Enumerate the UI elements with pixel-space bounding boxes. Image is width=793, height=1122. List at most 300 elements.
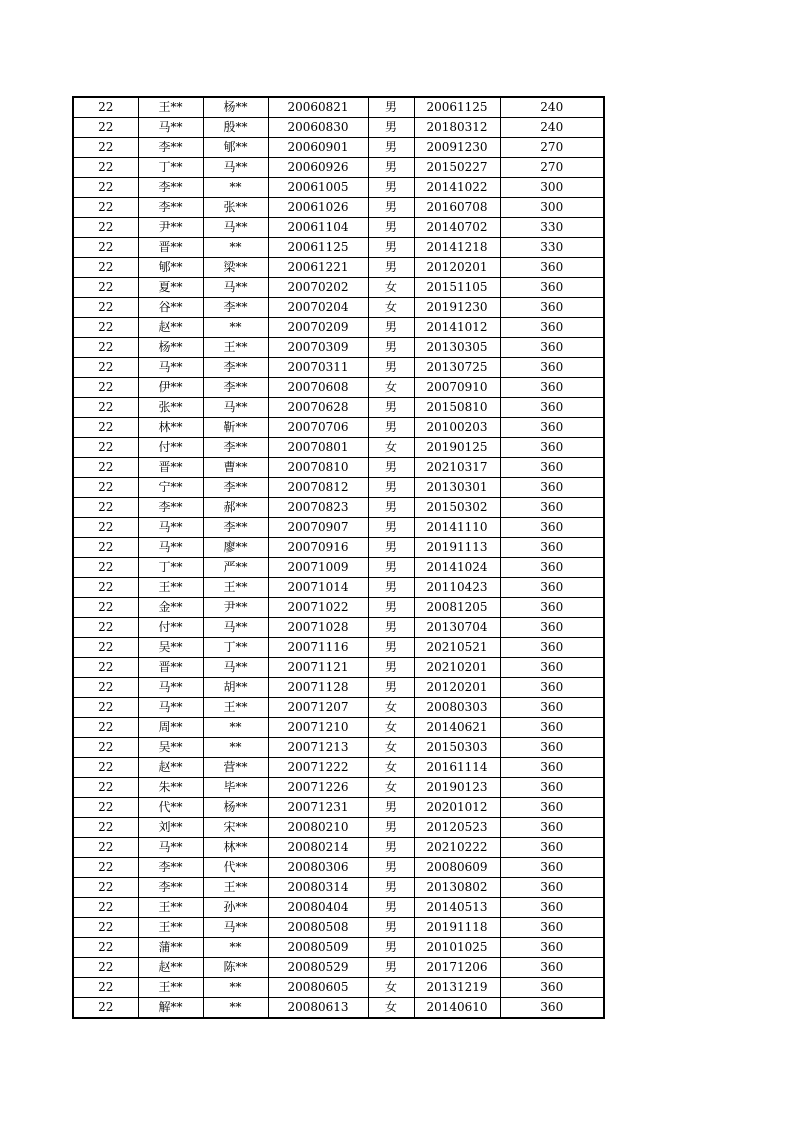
date-cell: 20070202 bbox=[268, 278, 368, 298]
date-cell: 20071128 bbox=[268, 678, 368, 698]
gender-cell: 男 bbox=[368, 518, 414, 538]
gender-cell: 女 bbox=[368, 438, 414, 458]
spouse-name-cell: ** bbox=[203, 938, 268, 958]
end-date-cell: 20150302 bbox=[414, 498, 500, 518]
end-date-cell: 20061125 bbox=[414, 97, 500, 118]
spouse-name-cell: 马** bbox=[203, 158, 268, 178]
group-cell: 22 bbox=[73, 478, 138, 498]
date-cell: 20080210 bbox=[268, 818, 368, 838]
name-cell: 马** bbox=[138, 678, 203, 698]
group-cell: 22 bbox=[73, 818, 138, 838]
end-date-cell: 20141110 bbox=[414, 518, 500, 538]
name-cell: 朱** bbox=[138, 778, 203, 798]
date-cell: 20061026 bbox=[268, 198, 368, 218]
amount-cell: 360 bbox=[500, 958, 604, 978]
name-cell: 马** bbox=[138, 838, 203, 858]
amount-cell: 360 bbox=[500, 638, 604, 658]
group-cell: 22 bbox=[73, 558, 138, 578]
amount-cell: 360 bbox=[500, 658, 604, 678]
date-cell: 20061104 bbox=[268, 218, 368, 238]
spouse-name-cell: 殷** bbox=[203, 118, 268, 138]
date-cell: 20061221 bbox=[268, 258, 368, 278]
name-cell: 马** bbox=[138, 358, 203, 378]
end-date-cell: 20210317 bbox=[414, 458, 500, 478]
gender-cell: 男 bbox=[368, 97, 414, 118]
group-cell: 22 bbox=[73, 278, 138, 298]
spouse-name-cell: 马** bbox=[203, 218, 268, 238]
table-row bbox=[73, 838, 604, 858]
group-cell: 22 bbox=[73, 598, 138, 618]
amount-cell: 360 bbox=[500, 898, 604, 918]
table-row bbox=[73, 798, 604, 818]
name-cell: 宁** bbox=[138, 478, 203, 498]
date-cell: 20071022 bbox=[268, 598, 368, 618]
group-cell: 22 bbox=[73, 698, 138, 718]
gender-cell: 女 bbox=[368, 778, 414, 798]
table-row bbox=[73, 478, 604, 498]
group-cell: 22 bbox=[73, 778, 138, 798]
spouse-name-cell: 李** bbox=[203, 518, 268, 538]
table-row bbox=[73, 518, 604, 538]
name-cell: 尹** bbox=[138, 218, 203, 238]
amount-cell: 360 bbox=[500, 538, 604, 558]
end-date-cell: 20120201 bbox=[414, 258, 500, 278]
spouse-name-cell: 张** bbox=[203, 198, 268, 218]
spouse-name-cell: 李** bbox=[203, 478, 268, 498]
group-cell: 22 bbox=[73, 858, 138, 878]
name-cell: 晋** bbox=[138, 238, 203, 258]
amount-cell: 330 bbox=[500, 238, 604, 258]
table-row bbox=[73, 578, 604, 598]
amount-cell: 360 bbox=[500, 278, 604, 298]
table-row bbox=[73, 678, 604, 698]
spouse-name-cell: 马** bbox=[203, 398, 268, 418]
spouse-name-cell: 陈** bbox=[203, 958, 268, 978]
gender-cell: 男 bbox=[368, 898, 414, 918]
name-cell: 代** bbox=[138, 798, 203, 818]
name-cell: 吴** bbox=[138, 738, 203, 758]
table-row bbox=[73, 158, 604, 178]
end-date-cell: 20151105 bbox=[414, 278, 500, 298]
table-row bbox=[73, 458, 604, 478]
name-cell: 王** bbox=[138, 97, 203, 118]
spouse-name-cell: 宋** bbox=[203, 818, 268, 838]
name-cell: 马** bbox=[138, 698, 203, 718]
spouse-name-cell: 马** bbox=[203, 618, 268, 638]
name-cell: 金** bbox=[138, 598, 203, 618]
date-cell: 20080613 bbox=[268, 998, 368, 1019]
spouse-name-cell: 郝** bbox=[203, 498, 268, 518]
name-cell: 马** bbox=[138, 118, 203, 138]
table-row bbox=[73, 118, 604, 138]
name-cell: 杨** bbox=[138, 338, 203, 358]
date-cell: 20070706 bbox=[268, 418, 368, 438]
date-cell: 20060830 bbox=[268, 118, 368, 138]
amount-cell: 360 bbox=[500, 618, 604, 638]
table-row bbox=[73, 178, 604, 198]
amount-cell: 300 bbox=[500, 198, 604, 218]
gender-cell: 女 bbox=[368, 698, 414, 718]
spouse-name-cell: 营** bbox=[203, 758, 268, 778]
date-cell: 20071009 bbox=[268, 558, 368, 578]
end-date-cell: 20130725 bbox=[414, 358, 500, 378]
table-row bbox=[73, 898, 604, 918]
end-date-cell: 20070910 bbox=[414, 378, 500, 398]
name-cell: 晋** bbox=[138, 458, 203, 478]
date-cell: 20071210 bbox=[268, 718, 368, 738]
end-date-cell: 20110423 bbox=[414, 578, 500, 598]
gender-cell: 女 bbox=[368, 298, 414, 318]
end-date-cell: 20130301 bbox=[414, 478, 500, 498]
gender-cell: 男 bbox=[368, 878, 414, 898]
table-body bbox=[73, 97, 604, 1018]
name-cell: 李** bbox=[138, 138, 203, 158]
gender-cell: 男 bbox=[368, 358, 414, 378]
spouse-name-cell: 郇** bbox=[203, 138, 268, 158]
group-cell: 22 bbox=[73, 378, 138, 398]
end-date-cell: 20140610 bbox=[414, 998, 500, 1019]
gender-cell: 男 bbox=[368, 578, 414, 598]
group-cell: 22 bbox=[73, 938, 138, 958]
name-cell: 李** bbox=[138, 858, 203, 878]
gender-cell: 男 bbox=[368, 638, 414, 658]
name-cell: 李** bbox=[138, 498, 203, 518]
amount-cell: 270 bbox=[500, 138, 604, 158]
date-cell: 20061125 bbox=[268, 238, 368, 258]
name-cell: 郇** bbox=[138, 258, 203, 278]
group-cell: 22 bbox=[73, 658, 138, 678]
amount-cell: 270 bbox=[500, 158, 604, 178]
spouse-name-cell: 梁** bbox=[203, 258, 268, 278]
amount-cell: 360 bbox=[500, 838, 604, 858]
amount-cell: 360 bbox=[500, 478, 604, 498]
spouse-name-cell: 马** bbox=[203, 278, 268, 298]
gender-cell: 男 bbox=[368, 798, 414, 818]
table-row bbox=[73, 818, 604, 838]
date-cell: 20071207 bbox=[268, 698, 368, 718]
spouse-name-cell: 李** bbox=[203, 358, 268, 378]
amount-cell: 360 bbox=[500, 438, 604, 458]
date-cell: 20070916 bbox=[268, 538, 368, 558]
gender-cell: 男 bbox=[368, 118, 414, 138]
group-cell: 22 bbox=[73, 298, 138, 318]
gender-cell: 男 bbox=[368, 558, 414, 578]
spouse-name-cell: 毕** bbox=[203, 778, 268, 798]
amount-cell: 360 bbox=[500, 938, 604, 958]
name-cell: 周** bbox=[138, 718, 203, 738]
date-cell: 20080509 bbox=[268, 938, 368, 958]
spouse-name-cell: ** bbox=[203, 718, 268, 738]
table-row bbox=[73, 138, 604, 158]
table-row bbox=[73, 918, 604, 938]
table-row bbox=[73, 498, 604, 518]
date-cell: 20070810 bbox=[268, 458, 368, 478]
group-cell: 22 bbox=[73, 238, 138, 258]
table-row bbox=[73, 198, 604, 218]
name-cell: 李** bbox=[138, 878, 203, 898]
table-row bbox=[73, 958, 604, 978]
spouse-name-cell: ** bbox=[203, 998, 268, 1019]
end-date-cell: 20081205 bbox=[414, 598, 500, 618]
amount-cell: 240 bbox=[500, 97, 604, 118]
gender-cell: 男 bbox=[368, 238, 414, 258]
date-cell: 20070628 bbox=[268, 398, 368, 418]
gender-cell: 女 bbox=[368, 758, 414, 778]
amount-cell: 360 bbox=[500, 718, 604, 738]
group-cell: 22 bbox=[73, 918, 138, 938]
table-row bbox=[73, 378, 604, 398]
date-cell: 20080404 bbox=[268, 898, 368, 918]
end-date-cell: 20091230 bbox=[414, 138, 500, 158]
spouse-name-cell: ** bbox=[203, 738, 268, 758]
name-cell: 林** bbox=[138, 418, 203, 438]
spouse-name-cell: 丁** bbox=[203, 638, 268, 658]
gender-cell: 女 bbox=[368, 278, 414, 298]
date-cell: 20071028 bbox=[268, 618, 368, 638]
table-row bbox=[73, 558, 604, 578]
table-row bbox=[73, 938, 604, 958]
name-cell: 李** bbox=[138, 198, 203, 218]
date-cell: 20071121 bbox=[268, 658, 368, 678]
end-date-cell: 20210201 bbox=[414, 658, 500, 678]
table-row bbox=[73, 238, 604, 258]
end-date-cell: 20130305 bbox=[414, 338, 500, 358]
end-date-cell: 20130802 bbox=[414, 878, 500, 898]
name-cell: 赵** bbox=[138, 758, 203, 778]
amount-cell: 360 bbox=[500, 598, 604, 618]
table-row bbox=[73, 858, 604, 878]
name-cell: 王** bbox=[138, 918, 203, 938]
spouse-name-cell: 靳** bbox=[203, 418, 268, 438]
gender-cell: 男 bbox=[368, 498, 414, 518]
gender-cell: 男 bbox=[368, 618, 414, 638]
gender-cell: 男 bbox=[368, 538, 414, 558]
end-date-cell: 20160708 bbox=[414, 198, 500, 218]
spouse-name-cell: 孙** bbox=[203, 898, 268, 918]
amount-cell: 360 bbox=[500, 778, 604, 798]
group-cell: 22 bbox=[73, 198, 138, 218]
spouse-name-cell: ** bbox=[203, 318, 268, 338]
amount-cell: 360 bbox=[500, 698, 604, 718]
amount-cell: 360 bbox=[500, 858, 604, 878]
group-cell: 22 bbox=[73, 398, 138, 418]
name-cell: 马** bbox=[138, 518, 203, 538]
gender-cell: 男 bbox=[368, 678, 414, 698]
end-date-cell: 20180312 bbox=[414, 118, 500, 138]
gender-cell: 男 bbox=[368, 818, 414, 838]
end-date-cell: 20191230 bbox=[414, 298, 500, 318]
name-cell: 夏** bbox=[138, 278, 203, 298]
amount-cell: 360 bbox=[500, 518, 604, 538]
amount-cell: 360 bbox=[500, 498, 604, 518]
group-cell: 22 bbox=[73, 178, 138, 198]
gender-cell: 女 bbox=[368, 738, 414, 758]
amount-cell: 360 bbox=[500, 418, 604, 438]
end-date-cell: 20080303 bbox=[414, 698, 500, 718]
amount-cell: 360 bbox=[500, 358, 604, 378]
gender-cell: 男 bbox=[368, 838, 414, 858]
gender-cell: 男 bbox=[368, 858, 414, 878]
table-row bbox=[73, 778, 604, 798]
spouse-name-cell: ** bbox=[203, 178, 268, 198]
date-cell: 20070608 bbox=[268, 378, 368, 398]
date-cell: 20070204 bbox=[268, 298, 368, 318]
end-date-cell: 20150303 bbox=[414, 738, 500, 758]
spouse-name-cell: 王** bbox=[203, 878, 268, 898]
table-row bbox=[73, 318, 604, 338]
amount-cell: 360 bbox=[500, 758, 604, 778]
group-cell: 22 bbox=[73, 518, 138, 538]
end-date-cell: 20140513 bbox=[414, 898, 500, 918]
table-row bbox=[73, 298, 604, 318]
end-date-cell: 20210521 bbox=[414, 638, 500, 658]
gender-cell: 女 bbox=[368, 998, 414, 1019]
end-date-cell: 20141218 bbox=[414, 238, 500, 258]
table-row bbox=[73, 878, 604, 898]
name-cell: 王** bbox=[138, 978, 203, 998]
spouse-name-cell: 杨** bbox=[203, 97, 268, 118]
group-cell: 22 bbox=[73, 118, 138, 138]
end-date-cell: 20140621 bbox=[414, 718, 500, 738]
date-cell: 20080214 bbox=[268, 838, 368, 858]
group-cell: 22 bbox=[73, 138, 138, 158]
group-cell: 22 bbox=[73, 798, 138, 818]
group-cell: 22 bbox=[73, 998, 138, 1019]
gender-cell: 男 bbox=[368, 458, 414, 478]
gender-cell: 男 bbox=[368, 138, 414, 158]
spouse-name-cell: 廖** bbox=[203, 538, 268, 558]
name-cell: 解** bbox=[138, 998, 203, 1019]
amount-cell: 360 bbox=[500, 978, 604, 998]
group-cell: 22 bbox=[73, 458, 138, 478]
gender-cell: 女 bbox=[368, 378, 414, 398]
name-cell: 丁** bbox=[138, 158, 203, 178]
amount-cell: 360 bbox=[500, 378, 604, 398]
gender-cell: 男 bbox=[368, 398, 414, 418]
table-row bbox=[73, 398, 604, 418]
group-cell: 22 bbox=[73, 638, 138, 658]
table-row bbox=[73, 258, 604, 278]
gender-cell: 男 bbox=[368, 958, 414, 978]
date-cell: 20080508 bbox=[268, 918, 368, 938]
date-cell: 20071116 bbox=[268, 638, 368, 658]
spouse-name-cell: ** bbox=[203, 238, 268, 258]
date-cell: 20070801 bbox=[268, 438, 368, 458]
date-cell: 20071014 bbox=[268, 578, 368, 598]
date-cell: 20070311 bbox=[268, 358, 368, 378]
name-cell: 蒲** bbox=[138, 938, 203, 958]
gender-cell: 女 bbox=[368, 978, 414, 998]
name-cell: 伊** bbox=[138, 378, 203, 398]
table-row bbox=[73, 218, 604, 238]
date-cell: 20060821 bbox=[268, 97, 368, 118]
date-cell: 20071222 bbox=[268, 758, 368, 778]
end-date-cell: 20100203 bbox=[414, 418, 500, 438]
table-row bbox=[73, 538, 604, 558]
name-cell: 吴** bbox=[138, 638, 203, 658]
group-cell: 22 bbox=[73, 738, 138, 758]
name-cell: 刘** bbox=[138, 818, 203, 838]
spouse-name-cell: 马** bbox=[203, 658, 268, 678]
end-date-cell: 20120523 bbox=[414, 818, 500, 838]
group-cell: 22 bbox=[73, 718, 138, 738]
group-cell: 22 bbox=[73, 538, 138, 558]
spouse-name-cell: ** bbox=[203, 978, 268, 998]
end-date-cell: 20190123 bbox=[414, 778, 500, 798]
table-row bbox=[73, 698, 604, 718]
group-cell: 22 bbox=[73, 678, 138, 698]
group-cell: 22 bbox=[73, 958, 138, 978]
group-cell: 22 bbox=[73, 838, 138, 858]
amount-cell: 360 bbox=[500, 578, 604, 598]
end-date-cell: 20150810 bbox=[414, 398, 500, 418]
date-cell: 20080529 bbox=[268, 958, 368, 978]
spouse-name-cell: 李** bbox=[203, 298, 268, 318]
name-cell: 李** bbox=[138, 178, 203, 198]
name-cell: 付** bbox=[138, 438, 203, 458]
group-cell: 22 bbox=[73, 878, 138, 898]
gender-cell: 男 bbox=[368, 598, 414, 618]
end-date-cell: 20141012 bbox=[414, 318, 500, 338]
end-date-cell: 20101025 bbox=[414, 938, 500, 958]
date-cell: 20080314 bbox=[268, 878, 368, 898]
spouse-name-cell: 杨** bbox=[203, 798, 268, 818]
table-row bbox=[73, 358, 604, 378]
group-cell: 22 bbox=[73, 158, 138, 178]
name-cell: 马** bbox=[138, 538, 203, 558]
gender-cell: 男 bbox=[368, 198, 414, 218]
table-row bbox=[73, 278, 604, 298]
table-row bbox=[73, 998, 604, 1019]
group-cell: 22 bbox=[73, 218, 138, 238]
date-cell: 20080605 bbox=[268, 978, 368, 998]
end-date-cell: 20191118 bbox=[414, 918, 500, 938]
date-cell: 20070209 bbox=[268, 318, 368, 338]
amount-cell: 240 bbox=[500, 118, 604, 138]
name-cell: 付** bbox=[138, 618, 203, 638]
spouse-name-cell: 李** bbox=[203, 378, 268, 398]
spouse-name-cell: 李** bbox=[203, 438, 268, 458]
amount-cell: 360 bbox=[500, 558, 604, 578]
amount-cell: 360 bbox=[500, 918, 604, 938]
gender-cell: 男 bbox=[368, 338, 414, 358]
name-cell: 王** bbox=[138, 898, 203, 918]
amount-cell: 360 bbox=[500, 878, 604, 898]
table-row bbox=[73, 338, 604, 358]
group-cell: 22 bbox=[73, 578, 138, 598]
date-cell: 20070907 bbox=[268, 518, 368, 538]
table-row bbox=[73, 97, 604, 118]
amount-cell: 360 bbox=[500, 298, 604, 318]
name-cell: 丁** bbox=[138, 558, 203, 578]
amount-cell: 360 bbox=[500, 798, 604, 818]
table-row bbox=[73, 418, 604, 438]
name-cell: 张** bbox=[138, 398, 203, 418]
end-date-cell: 20171206 bbox=[414, 958, 500, 978]
amount-cell: 360 bbox=[500, 678, 604, 698]
name-cell: 谷** bbox=[138, 298, 203, 318]
table-row bbox=[73, 618, 604, 638]
spouse-name-cell: 代** bbox=[203, 858, 268, 878]
group-cell: 22 bbox=[73, 898, 138, 918]
group-cell: 22 bbox=[73, 618, 138, 638]
date-cell: 20060926 bbox=[268, 158, 368, 178]
group-cell: 22 bbox=[73, 258, 138, 278]
table-row bbox=[73, 438, 604, 458]
name-cell: 赵** bbox=[138, 958, 203, 978]
amount-cell: 300 bbox=[500, 178, 604, 198]
group-cell: 22 bbox=[73, 978, 138, 998]
